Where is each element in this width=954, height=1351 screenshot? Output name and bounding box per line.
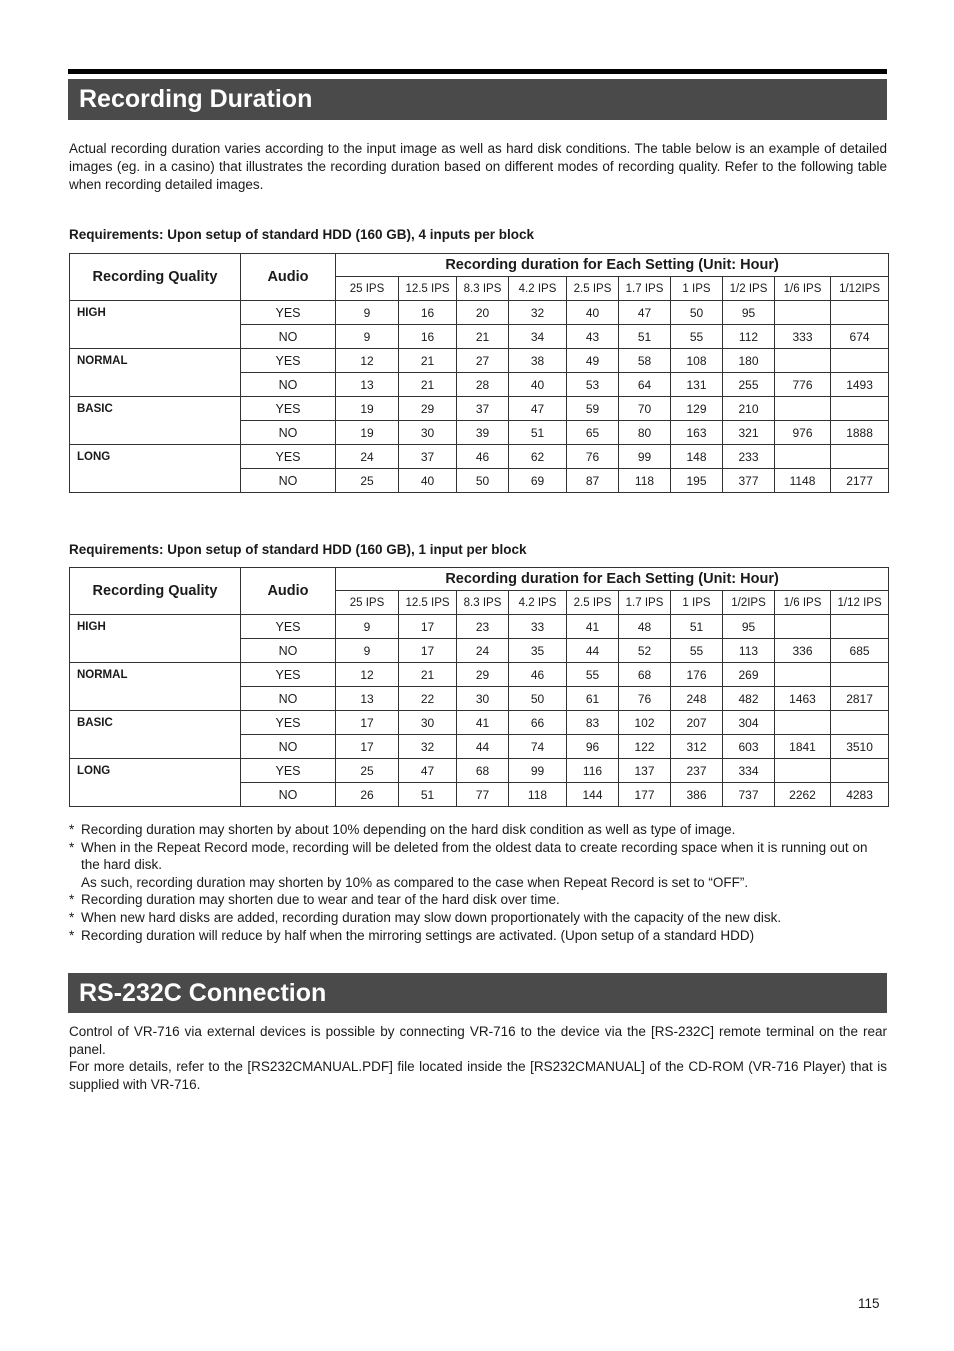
duration-cell: 46 bbox=[457, 445, 509, 469]
header-ips: 2.5 IPS bbox=[567, 591, 619, 615]
duration-cell: 21 bbox=[457, 325, 509, 349]
header-ips: 25 IPS bbox=[336, 591, 399, 615]
duration-cell: 87 bbox=[567, 469, 619, 493]
duration-cell: 21 bbox=[399, 663, 457, 687]
duration-cell: 13 bbox=[336, 687, 399, 711]
duration-cell: 108 bbox=[671, 349, 723, 373]
header-ips: 4.2 IPS bbox=[509, 277, 567, 301]
duration-cell: 28 bbox=[457, 373, 509, 397]
note-asterisk: * bbox=[69, 909, 75, 925]
note-item bbox=[69, 874, 888, 892]
duration-cell: 2817 bbox=[831, 687, 889, 711]
duration-cell: 233 bbox=[723, 445, 775, 469]
duration-cell: 40 bbox=[399, 469, 457, 493]
duration-cell: 64 bbox=[619, 373, 671, 397]
note-item bbox=[69, 821, 888, 839]
note-asterisk: * bbox=[69, 822, 75, 837]
duration-cell: 248 bbox=[671, 687, 723, 711]
duration-cell: 16 bbox=[399, 325, 457, 349]
duration-cell: 1841 bbox=[775, 735, 831, 759]
duration-cell: 39 bbox=[457, 421, 509, 445]
table-row bbox=[70, 445, 889, 469]
duration-cell: 113 bbox=[723, 639, 775, 663]
header-ips: 1/2IPS bbox=[723, 591, 775, 615]
duration-cell: 255 bbox=[723, 373, 775, 397]
audio-cell: YES bbox=[241, 397, 336, 421]
duration-cell: 50 bbox=[457, 469, 509, 493]
table-row bbox=[70, 663, 889, 687]
duration-cell: 17 bbox=[336, 735, 399, 759]
header-ips: 1 IPS bbox=[671, 591, 723, 615]
duration-cell: 50 bbox=[671, 301, 723, 325]
header-ips: 1/12 IPS bbox=[831, 591, 889, 615]
note-asterisk: * bbox=[69, 927, 75, 943]
duration-cell: 2262 bbox=[775, 783, 831, 807]
note-text: When in the Repeat Record mode, recording will be deleted from the oldest data to create recording space when it is running out on the hard disk. bbox=[81, 839, 868, 873]
duration-cell bbox=[831, 301, 889, 325]
header-ips: 25 IPS bbox=[336, 277, 399, 301]
duration-cell bbox=[831, 759, 889, 783]
duration-cell: 118 bbox=[619, 469, 671, 493]
note-text: Recording duration will reduce by half when the mirroring settings are activated. (Upon setup of a standard HDD) bbox=[81, 927, 755, 943]
table-row bbox=[70, 301, 889, 325]
duration-cell: 333 bbox=[775, 325, 831, 349]
duration-cell: 180 bbox=[723, 349, 775, 373]
duration-cell: 685 bbox=[831, 639, 889, 663]
duration-cell: 40 bbox=[509, 373, 567, 397]
duration-cell: 51 bbox=[671, 615, 723, 639]
table2-recording-duration bbox=[69, 567, 889, 807]
header-ips: 8.3 IPS bbox=[457, 591, 509, 615]
duration-cell: 58 bbox=[619, 349, 671, 373]
duration-cell: 65 bbox=[567, 421, 619, 445]
duration-cell: 377 bbox=[723, 469, 775, 493]
duration-cell: 24 bbox=[457, 639, 509, 663]
quality-cell: LONG bbox=[70, 759, 241, 807]
header-recording-duration: Recording duration for Each Setting (Unit: Hour) bbox=[336, 568, 889, 591]
duration-cell: 20 bbox=[457, 301, 509, 325]
notes-list bbox=[69, 821, 888, 944]
section-title-recording-duration: Recording Duration bbox=[68, 79, 887, 120]
duration-cell: 129 bbox=[671, 397, 723, 421]
duration-cell: 68 bbox=[457, 759, 509, 783]
quality-cell: NORMAL bbox=[70, 663, 241, 711]
note-text: Recording duration may shorten by about 10% depending on the hard disk condition as well as type of image. bbox=[81, 822, 736, 837]
duration-cell bbox=[775, 615, 831, 639]
duration-cell: 9 bbox=[336, 639, 399, 663]
duration-cell: 148 bbox=[671, 445, 723, 469]
duration-cell: 102 bbox=[619, 711, 671, 735]
duration-cell: 30 bbox=[399, 421, 457, 445]
duration-cell: 22 bbox=[399, 687, 457, 711]
audio-cell: YES bbox=[241, 759, 336, 783]
header-recording-quality: Recording Quality bbox=[70, 254, 241, 301]
duration-cell: 43 bbox=[567, 325, 619, 349]
audio-cell: YES bbox=[241, 663, 336, 687]
duration-cell: 237 bbox=[671, 759, 723, 783]
duration-cell: 21 bbox=[399, 349, 457, 373]
note-item bbox=[69, 909, 888, 927]
duration-cell: 3510 bbox=[831, 735, 889, 759]
table-row bbox=[70, 349, 889, 373]
duration-cell: 47 bbox=[619, 301, 671, 325]
duration-cell: 37 bbox=[457, 397, 509, 421]
duration-cell: 53 bbox=[567, 373, 619, 397]
duration-cell: 77 bbox=[457, 783, 509, 807]
audio-cell: NO bbox=[241, 373, 336, 397]
duration-cell: 26 bbox=[336, 783, 399, 807]
audio-cell: YES bbox=[241, 445, 336, 469]
header-ips: 8.3 IPS bbox=[457, 277, 509, 301]
duration-cell: 99 bbox=[509, 759, 567, 783]
note-text: Recording duration may shorten due to wear and tear of the hard disk over time. bbox=[81, 892, 560, 908]
duration-cell: 55 bbox=[671, 639, 723, 663]
table-row bbox=[70, 615, 889, 639]
duration-cell: 976 bbox=[775, 421, 831, 445]
duration-cell: 51 bbox=[399, 783, 457, 807]
duration-cell: 17 bbox=[399, 639, 457, 663]
table1-recording-duration bbox=[69, 253, 889, 493]
duration-cell: 49 bbox=[567, 349, 619, 373]
duration-cell: 12 bbox=[336, 663, 399, 687]
duration-cell: 176 bbox=[671, 663, 723, 687]
page-number: 115 bbox=[858, 1296, 880, 1311]
duration-cell: 24 bbox=[336, 445, 399, 469]
rs232-paragraph-1: Control of VR-716 via external devices is possible by connecting VR-716 to the device via the [RS-232C] remote terminal on the rear panel. bbox=[69, 1024, 887, 1057]
note-text: As such, recording duration may shorten by 10% as compared to the case when Repeat Record is set to “OFF”. bbox=[81, 874, 749, 890]
duration-cell: 21 bbox=[399, 373, 457, 397]
section-title-rs232c: RS-232C Connection bbox=[68, 973, 887, 1013]
note-text: When new hard disks are added, recording duration may slow down proportionately with the capacity of the new disk. bbox=[81, 909, 782, 925]
duration-cell: 386 bbox=[671, 783, 723, 807]
quality-cell: LONG bbox=[70, 445, 241, 493]
duration-cell bbox=[775, 759, 831, 783]
duration-cell bbox=[775, 663, 831, 687]
duration-cell: 17 bbox=[336, 711, 399, 735]
duration-cell: 66 bbox=[509, 711, 567, 735]
duration-cell: 95 bbox=[723, 301, 775, 325]
quality-cell: HIGH bbox=[70, 301, 241, 349]
audio-cell: NO bbox=[241, 735, 336, 759]
duration-cell: 321 bbox=[723, 421, 775, 445]
audio-cell: YES bbox=[241, 711, 336, 735]
header-audio: Audio bbox=[241, 254, 336, 301]
duration-cell: 68 bbox=[619, 663, 671, 687]
table-row bbox=[70, 759, 889, 783]
header-ips: 1/6 IPS bbox=[775, 591, 831, 615]
duration-cell: 25 bbox=[336, 469, 399, 493]
rs232-paragraph-2: For more details, refer to the [RS232CMANUAL.PDF] file located inside the [RS232CMANUAL] of the CD-ROM (VR-716 Player) that is supplied with VR-716. bbox=[69, 1059, 887, 1092]
audio-cell: NO bbox=[241, 469, 336, 493]
duration-cell: 9 bbox=[336, 301, 399, 325]
duration-cell: 312 bbox=[671, 735, 723, 759]
duration-cell: 30 bbox=[457, 687, 509, 711]
table-row bbox=[70, 397, 889, 421]
duration-cell: 29 bbox=[457, 663, 509, 687]
duration-cell: 776 bbox=[775, 373, 831, 397]
header-ips: 2.5 IPS bbox=[567, 277, 619, 301]
duration-cell: 1888 bbox=[831, 421, 889, 445]
duration-cell bbox=[775, 301, 831, 325]
duration-cell: 46 bbox=[509, 663, 567, 687]
note-item bbox=[69, 891, 888, 909]
header-audio: Audio bbox=[241, 568, 336, 615]
duration-cell: 269 bbox=[723, 663, 775, 687]
duration-cell: 4283 bbox=[831, 783, 889, 807]
duration-cell: 37 bbox=[399, 445, 457, 469]
table-row bbox=[70, 711, 889, 735]
duration-cell bbox=[775, 349, 831, 373]
duration-cell: 30 bbox=[399, 711, 457, 735]
duration-cell: 44 bbox=[457, 735, 509, 759]
duration-cell: 336 bbox=[775, 639, 831, 663]
note-asterisk: * bbox=[69, 892, 75, 908]
duration-cell bbox=[831, 349, 889, 373]
table2-requirement: Requirements: Upon setup of standard HDD (160 GB), 1 input per block bbox=[69, 542, 527, 557]
duration-cell: 122 bbox=[619, 735, 671, 759]
duration-cell: 69 bbox=[509, 469, 567, 493]
duration-cell: 47 bbox=[509, 397, 567, 421]
header-ips: 1/6 IPS bbox=[775, 277, 831, 301]
duration-cell: 131 bbox=[671, 373, 723, 397]
duration-cell: 32 bbox=[399, 735, 457, 759]
duration-cell: 44 bbox=[567, 639, 619, 663]
duration-cell: 9 bbox=[336, 615, 399, 639]
header-ips: 1.7 IPS bbox=[619, 277, 671, 301]
duration-cell: 70 bbox=[619, 397, 671, 421]
duration-cell: 334 bbox=[723, 759, 775, 783]
note-item bbox=[69, 927, 888, 945]
duration-cell: 1463 bbox=[775, 687, 831, 711]
duration-cell bbox=[831, 663, 889, 687]
duration-cell: 51 bbox=[509, 421, 567, 445]
duration-cell: 80 bbox=[619, 421, 671, 445]
audio-cell: NO bbox=[241, 421, 336, 445]
duration-cell: 16 bbox=[399, 301, 457, 325]
audio-cell: YES bbox=[241, 615, 336, 639]
duration-cell: 33 bbox=[509, 615, 567, 639]
duration-cell: 59 bbox=[567, 397, 619, 421]
duration-cell: 52 bbox=[619, 639, 671, 663]
quality-cell: NORMAL bbox=[70, 349, 241, 397]
audio-cell: YES bbox=[241, 301, 336, 325]
duration-cell: 13 bbox=[336, 373, 399, 397]
audio-cell: NO bbox=[241, 325, 336, 349]
duration-cell: 2177 bbox=[831, 469, 889, 493]
audio-cell: NO bbox=[241, 639, 336, 663]
duration-cell: 1148 bbox=[775, 469, 831, 493]
header-ips: 4.2 IPS bbox=[509, 591, 567, 615]
quality-cell: HIGH bbox=[70, 615, 241, 663]
duration-cell: 27 bbox=[457, 349, 509, 373]
header-ips: 1 IPS bbox=[671, 277, 723, 301]
duration-cell: 95 bbox=[723, 615, 775, 639]
duration-cell: 304 bbox=[723, 711, 775, 735]
duration-cell: 76 bbox=[567, 445, 619, 469]
duration-cell bbox=[831, 711, 889, 735]
duration-cell bbox=[775, 397, 831, 421]
header-recording-duration: Recording duration for Each Setting (Unit: Hour) bbox=[336, 254, 889, 277]
duration-cell: 177 bbox=[619, 783, 671, 807]
duration-cell: 1493 bbox=[831, 373, 889, 397]
duration-cell: 38 bbox=[509, 349, 567, 373]
duration-cell: 195 bbox=[671, 469, 723, 493]
duration-cell: 144 bbox=[567, 783, 619, 807]
duration-cell: 48 bbox=[619, 615, 671, 639]
duration-cell bbox=[775, 711, 831, 735]
duration-cell: 17 bbox=[399, 615, 457, 639]
header-ips: 12.5 IPS bbox=[399, 277, 457, 301]
duration-cell: 19 bbox=[336, 421, 399, 445]
header-recording-quality: Recording Quality bbox=[70, 568, 241, 615]
duration-cell: 35 bbox=[509, 639, 567, 663]
duration-cell: 112 bbox=[723, 325, 775, 349]
duration-cell: 61 bbox=[567, 687, 619, 711]
top-rule bbox=[68, 69, 887, 74]
duration-cell: 12 bbox=[336, 349, 399, 373]
duration-cell: 603 bbox=[723, 735, 775, 759]
duration-cell: 118 bbox=[509, 783, 567, 807]
note-item bbox=[69, 839, 888, 874]
duration-cell: 116 bbox=[567, 759, 619, 783]
duration-cell: 19 bbox=[336, 397, 399, 421]
duration-cell: 32 bbox=[509, 301, 567, 325]
header-ips: 1.7 IPS bbox=[619, 591, 671, 615]
duration-cell: 674 bbox=[831, 325, 889, 349]
duration-cell bbox=[831, 397, 889, 421]
quality-cell: BASIC bbox=[70, 397, 241, 445]
header-ips: 12.5 IPS bbox=[399, 591, 457, 615]
duration-cell: 29 bbox=[399, 397, 457, 421]
audio-cell: NO bbox=[241, 687, 336, 711]
duration-cell: 83 bbox=[567, 711, 619, 735]
table1-requirement: Requirements: Upon setup of standard HDD (160 GB), 4 inputs per block bbox=[69, 227, 535, 242]
audio-cell: YES bbox=[241, 349, 336, 373]
note-asterisk: * bbox=[69, 839, 75, 855]
duration-cell: 737 bbox=[723, 783, 775, 807]
duration-cell: 23 bbox=[457, 615, 509, 639]
duration-cell: 482 bbox=[723, 687, 775, 711]
duration-cell: 207 bbox=[671, 711, 723, 735]
intro-paragraph: Actual recording duration varies according to the input image as well as hard disk conditions. The table below is an example of detailed images (eg. in a casino) that illustrates the recording duration based on different modes of recording quality. Refer to the following table when recording detailed images. bbox=[69, 141, 887, 192]
duration-cell: 41 bbox=[567, 615, 619, 639]
duration-cell: 62 bbox=[509, 445, 567, 469]
duration-cell: 47 bbox=[399, 759, 457, 783]
duration-cell: 51 bbox=[619, 325, 671, 349]
quality-cell: BASIC bbox=[70, 711, 241, 759]
duration-cell: 210 bbox=[723, 397, 775, 421]
duration-cell: 55 bbox=[671, 325, 723, 349]
duration-cell: 163 bbox=[671, 421, 723, 445]
duration-cell: 99 bbox=[619, 445, 671, 469]
duration-cell: 41 bbox=[457, 711, 509, 735]
header-ips: 1/12IPS bbox=[831, 277, 889, 301]
duration-cell: 55 bbox=[567, 663, 619, 687]
duration-cell: 40 bbox=[567, 301, 619, 325]
duration-cell bbox=[775, 445, 831, 469]
header-ips: 1/2 IPS bbox=[723, 277, 775, 301]
duration-cell: 34 bbox=[509, 325, 567, 349]
duration-cell: 76 bbox=[619, 687, 671, 711]
duration-cell: 50 bbox=[509, 687, 567, 711]
duration-cell: 96 bbox=[567, 735, 619, 759]
duration-cell bbox=[831, 445, 889, 469]
duration-cell: 74 bbox=[509, 735, 567, 759]
duration-cell: 9 bbox=[336, 325, 399, 349]
duration-cell: 137 bbox=[619, 759, 671, 783]
duration-cell: 25 bbox=[336, 759, 399, 783]
duration-cell bbox=[831, 615, 889, 639]
audio-cell: NO bbox=[241, 783, 336, 807]
